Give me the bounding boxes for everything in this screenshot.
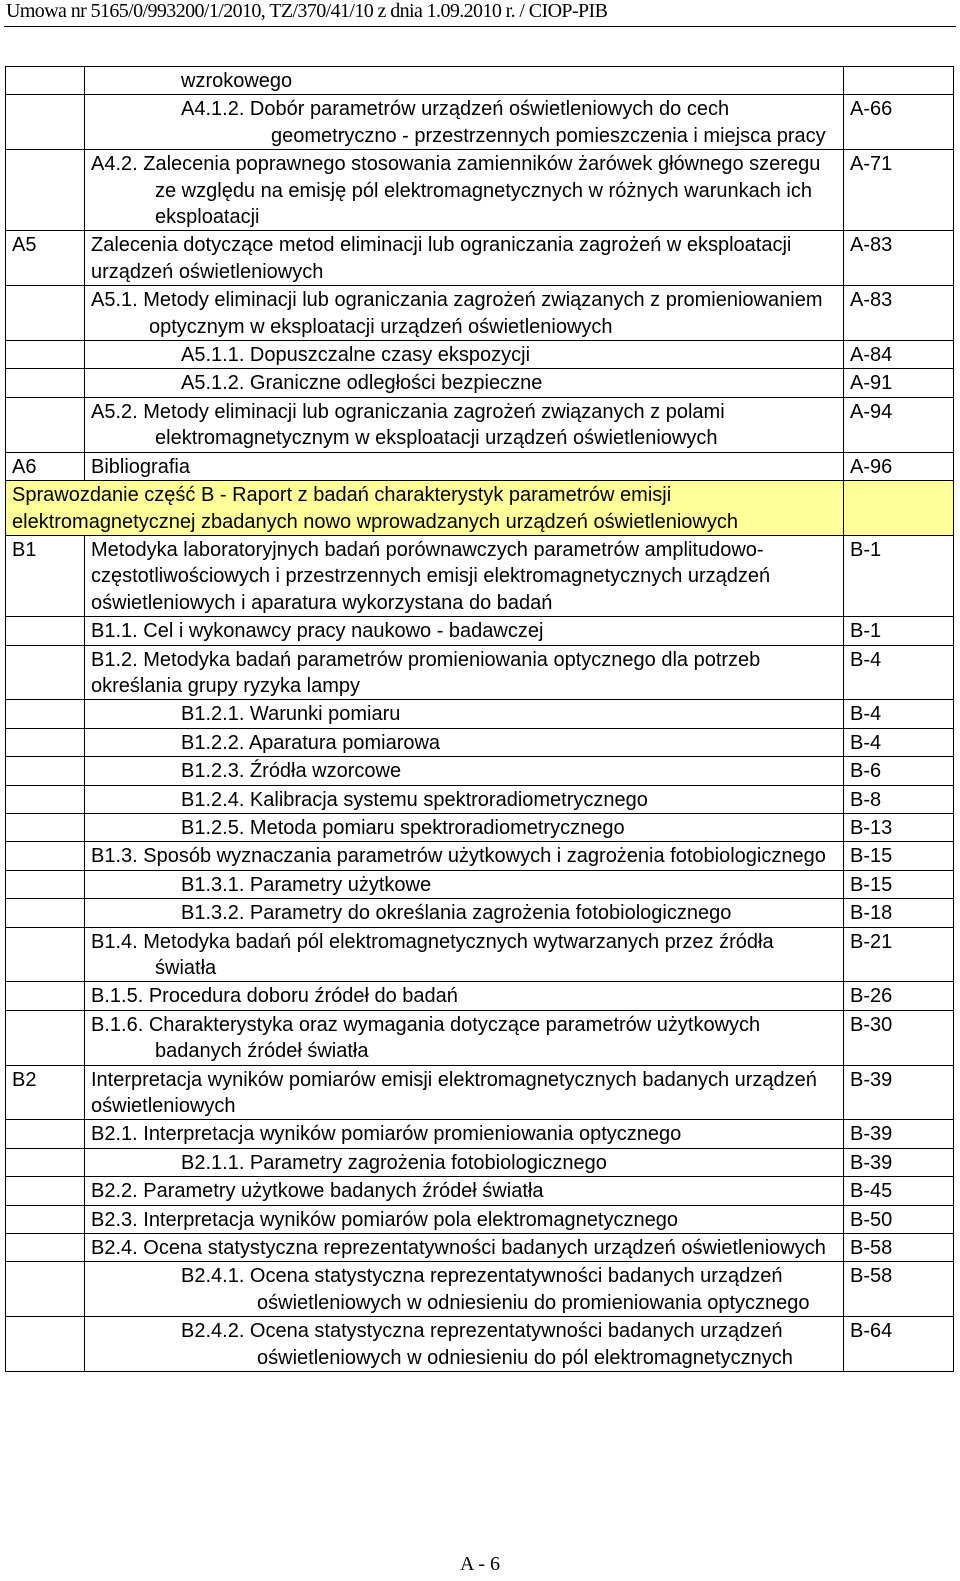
toc-title-cell — [85, 95, 844, 150]
toc-title-cell — [85, 286, 844, 341]
toc-title[interactable]: B.1.6. Charakterystyka oraz wymagania dotyczące parametrów użytkowych badanych źródeł światła — [91, 1013, 761, 1063]
toc-page: B-4 — [844, 728, 954, 756]
toc-title-cell — [85, 150, 844, 231]
toc-title[interactable]: B1.2. Metodyka badań parametrów promieniowania optycznego dla potrzeb określania grupy ryzyka lampy — [91, 648, 761, 697]
toc-title[interactable]: A4.1.2. Dobór parametrów urządzeń oświetleniowych do cech geometryczno - przestrzennych pomieszczenia i miejsca pracy — [181, 98, 826, 147]
toc-section-heading: Sprawozdanie część B - Raport z badań charakterystyk parametrów emisji elektromagnetycznej zbadanych nowo wprowadzanych urządzeń oświetleniowych — [6, 481, 844, 536]
toc-title-cell — [85, 1148, 844, 1176]
toc-title[interactable]: Interpretacja wyników pomiarów emisji elektromagnetycznych badanych urządzeń oświetleniowych — [91, 1068, 817, 1118]
toc-page: B-1 — [844, 535, 954, 616]
toc-title-cell — [85, 1317, 844, 1372]
toc-title[interactable]: B1.3.1. Parametry użytkowe — [181, 873, 432, 896]
toc-title-cell — [85, 842, 844, 870]
toc-row — [6, 1262, 954, 1317]
toc-body — [6, 67, 954, 1372]
toc-title[interactable]: B1.2.2. Aparatura pomiarowa — [181, 731, 441, 754]
toc-code — [6, 870, 85, 898]
toc-title[interactable]: B1.3.2. Parametry do określania zagrożenia fotobiologicznego — [181, 902, 732, 925]
toc-code — [6, 286, 85, 341]
toc-title-cell — [85, 982, 844, 1010]
toc-code: A6 — [6, 452, 85, 480]
toc-title[interactable]: Zalecenia dotyczące metod eliminacji lub ograniczania zagrożeń w eksploatacji urządzeń oświetleniowych — [91, 234, 792, 283]
toc-code — [6, 617, 85, 645]
toc-page: A-94 — [844, 397, 954, 452]
toc-page — [844, 67, 954, 95]
toc-title[interactable]: A4.2. Zalecenia poprawnego stosowania zamienników żarówek głównego szeregu ze względu na emisję pól elektromagnetycznych w różnych warunkach ich eksploatacji — [91, 153, 821, 229]
toc-title-cell — [85, 617, 844, 645]
toc-row — [6, 286, 954, 341]
header-rule — [4, 26, 956, 27]
toc-page: B-15 — [844, 842, 954, 870]
running-header: Umowa nr 5165/0/993200/1/2010, TZ/370/41/10 z dnia 1.09.2010 r. / CIOP-PIB — [6, 0, 608, 22]
page-number: A - 6 — [460, 1553, 500, 1575]
toc-title[interactable]: B2.4.1. Ocena statystyczna reprezentatywności badanych urządzeń oświetleniowych w odniesieniu do promieniowania optycznego — [181, 1265, 810, 1314]
toc-row — [6, 1177, 954, 1205]
toc-row — [6, 397, 954, 452]
toc-row — [6, 1317, 954, 1372]
toc-page: B-13 — [844, 813, 954, 841]
toc-page: A-83 — [844, 286, 954, 341]
toc-code — [6, 645, 85, 700]
toc-row — [6, 1205, 954, 1233]
toc-page — [844, 481, 954, 536]
toc-title-cell — [85, 369, 844, 397]
toc-title[interactable]: B.1.5. Procedura doboru źródeł do badań — [91, 985, 458, 1008]
toc-row — [6, 1010, 954, 1065]
toc-title-cell — [85, 535, 844, 616]
toc-row — [6, 982, 954, 1010]
toc-page: B-21 — [844, 927, 954, 982]
toc-row — [6, 899, 954, 927]
toc-row — [6, 95, 954, 150]
toc-row — [6, 757, 954, 785]
toc-code — [6, 1205, 85, 1233]
toc-code — [6, 95, 85, 150]
toc-title[interactable]: B1.2.1. Warunki pomiaru — [181, 703, 401, 726]
toc-row — [6, 535, 954, 616]
toc-title-cell — [85, 785, 844, 813]
toc-row — [6, 1148, 954, 1176]
toc-code — [6, 150, 85, 231]
toc-title-cell — [85, 757, 844, 785]
toc-row — [6, 481, 954, 536]
toc-title-cell — [85, 899, 844, 927]
toc-code: B1 — [6, 535, 85, 616]
toc-code — [6, 1177, 85, 1205]
toc-code — [6, 813, 85, 841]
toc-title-cell — [85, 452, 844, 480]
toc-page: B-15 — [844, 870, 954, 898]
toc-row — [6, 1120, 954, 1148]
toc-title-cell — [85, 341, 844, 369]
toc-page: B-18 — [844, 899, 954, 927]
toc-code — [6, 785, 85, 813]
toc-title[interactable]: A5.1.1. Dopuszczalne czasy ekspozycji — [181, 344, 531, 367]
toc-row — [6, 785, 954, 813]
toc-title-cell — [85, 700, 844, 728]
toc-title[interactable]: B2.1.1. Parametry zagrożenia fotobiologicznego — [181, 1151, 607, 1174]
toc-title-cell — [85, 1177, 844, 1205]
toc-row — [6, 700, 954, 728]
toc-page: A-84 — [844, 341, 954, 369]
toc-code — [6, 1010, 85, 1065]
toc-code — [6, 341, 85, 369]
toc-code — [6, 1262, 85, 1317]
toc-title-cell — [85, 1205, 844, 1233]
toc-code — [6, 757, 85, 785]
toc-page: B-6 — [844, 757, 954, 785]
toc-title[interactable]: B1.2.4. Kalibracja systemu spektroradiometrycznego — [181, 788, 648, 811]
toc-title[interactable]: B1.4. Metodyka badań pól elektromagnetycznych wytwarzanych przez źródła światła — [91, 930, 774, 979]
toc-row — [6, 231, 954, 286]
toc-page: B-4 — [844, 645, 954, 700]
toc-code — [6, 1120, 85, 1148]
toc-title-cell — [85, 1120, 844, 1148]
toc-row — [6, 645, 954, 700]
toc-title[interactable]: B2.4. Ocena statystyczna reprezentatywności badanych urządzeń oświetleniowych — [91, 1237, 826, 1260]
toc-code: B2 — [6, 1065, 85, 1120]
toc-title-cell — [85, 231, 844, 286]
toc-page: B-26 — [844, 982, 954, 1010]
toc-row — [6, 728, 954, 756]
toc-page: A-66 — [844, 95, 954, 150]
toc-row — [6, 67, 954, 95]
toc-code — [6, 899, 85, 927]
toc-title-cell — [85, 67, 844, 95]
toc-row — [6, 813, 954, 841]
toc-code — [6, 728, 85, 756]
toc-code — [6, 982, 85, 1010]
toc-code — [6, 700, 85, 728]
toc-code: A5 — [6, 231, 85, 286]
toc-page: B-39 — [844, 1148, 954, 1176]
toc-code — [6, 842, 85, 870]
toc-page: B-58 — [844, 1262, 954, 1317]
toc-page: B-1 — [844, 617, 954, 645]
toc-row — [6, 927, 954, 982]
toc-title[interactable]: A5.2. Metody eliminacji lub ograniczania zagrożeń związanych z polami elektromagnetycznym w eksploatacji urządzeń oświetleniowych — [91, 400, 725, 450]
toc-title[interactable]: B2.1. Interpretacja wyników pomiarów promieniowania optycznego — [91, 1123, 682, 1146]
toc-row — [6, 870, 954, 898]
toc-page: B-4 — [844, 700, 954, 728]
toc-row — [6, 1234, 954, 1262]
toc-row — [6, 369, 954, 397]
toc-code — [6, 1148, 85, 1176]
toc-title-cell — [85, 1065, 844, 1120]
toc-title-cell — [85, 1234, 844, 1262]
toc-title[interactable]: A5.1.2. Graniczne odległości bezpieczne — [181, 372, 543, 395]
toc-title-cell — [85, 397, 844, 452]
toc-title-cell — [85, 813, 844, 841]
toc-row — [6, 617, 954, 645]
toc-title-cell — [85, 645, 844, 700]
toc-page: B-45 — [844, 1177, 954, 1205]
toc-code — [6, 1317, 85, 1372]
table-of-contents — [5, 66, 954, 1372]
toc-row — [6, 341, 954, 369]
toc-title[interactable]: B1.2.5. Metoda pomiaru spektroradiometrycznego — [181, 816, 625, 839]
toc-title-cell — [85, 1262, 844, 1317]
toc-title[interactable]: B1.1. Cel i wykonawcy pracy naukowo - badawczej — [91, 620, 544, 643]
toc-title[interactable]: Bibliografia — [91, 455, 190, 478]
toc-page: A-96 — [844, 452, 954, 480]
toc-row — [6, 842, 954, 870]
toc-page: B-39 — [844, 1065, 954, 1120]
toc-page: B-58 — [844, 1234, 954, 1262]
toc-row — [6, 452, 954, 480]
toc-code — [6, 369, 85, 397]
toc-row — [6, 1065, 954, 1120]
toc-title[interactable]: B2.2. Parametry użytkowe badanych źródeł światła — [91, 1180, 544, 1203]
toc-title-cell — [85, 1010, 844, 1065]
toc-title[interactable]: B1.2.3. Źródła wzorcowe — [181, 760, 402, 783]
toc-title[interactable]: Metodyka laboratoryjnych badań porównawczych parametrów amplitudowo-częstotliwościowych i przestrzennych emisji elektromagnetycznych urządzeń oświetleniowych i aparatura wykorzystana do badań — [91, 538, 771, 614]
toc-code — [6, 927, 85, 982]
toc-title-cell — [85, 927, 844, 982]
toc-page: B-30 — [844, 1010, 954, 1065]
toc-title[interactable]: B2.4.2. Ocena statystyczna reprezentatywności badanych urządzeń oświetleniowych w odniesieniu do pól elektromagnetycznych — [181, 1320, 793, 1369]
toc-page: B-64 — [844, 1317, 954, 1372]
toc-code — [6, 67, 85, 95]
toc-title-cell — [85, 870, 844, 898]
toc-page: A-83 — [844, 231, 954, 286]
toc-page: A-91 — [844, 369, 954, 397]
toc-row — [6, 150, 954, 231]
toc-title-cell — [85, 728, 844, 756]
toc-title[interactable]: B1.3. Sposób wyznaczania parametrów użytkowych i zagrożenia fotobiologicznego — [91, 845, 826, 868]
toc-page: B-50 — [844, 1205, 954, 1233]
toc-code — [6, 1234, 85, 1262]
toc-page: A-71 — [844, 150, 954, 231]
toc-title[interactable]: wzrokowego — [181, 70, 293, 92]
toc-title[interactable]: B2.3. Interpretacja wyników pomiarów pola elektromagnetycznego — [91, 1208, 678, 1231]
toc-page: B-39 — [844, 1120, 954, 1148]
toc-title[interactable]: A5.1. Metody eliminacji lub ograniczania zagrożeń związanych z promieniowaniem optycznym w eksploatacji urządzeń oświetleniowych — [91, 289, 823, 338]
toc-page: B-8 — [844, 785, 954, 813]
toc-code — [6, 397, 85, 452]
